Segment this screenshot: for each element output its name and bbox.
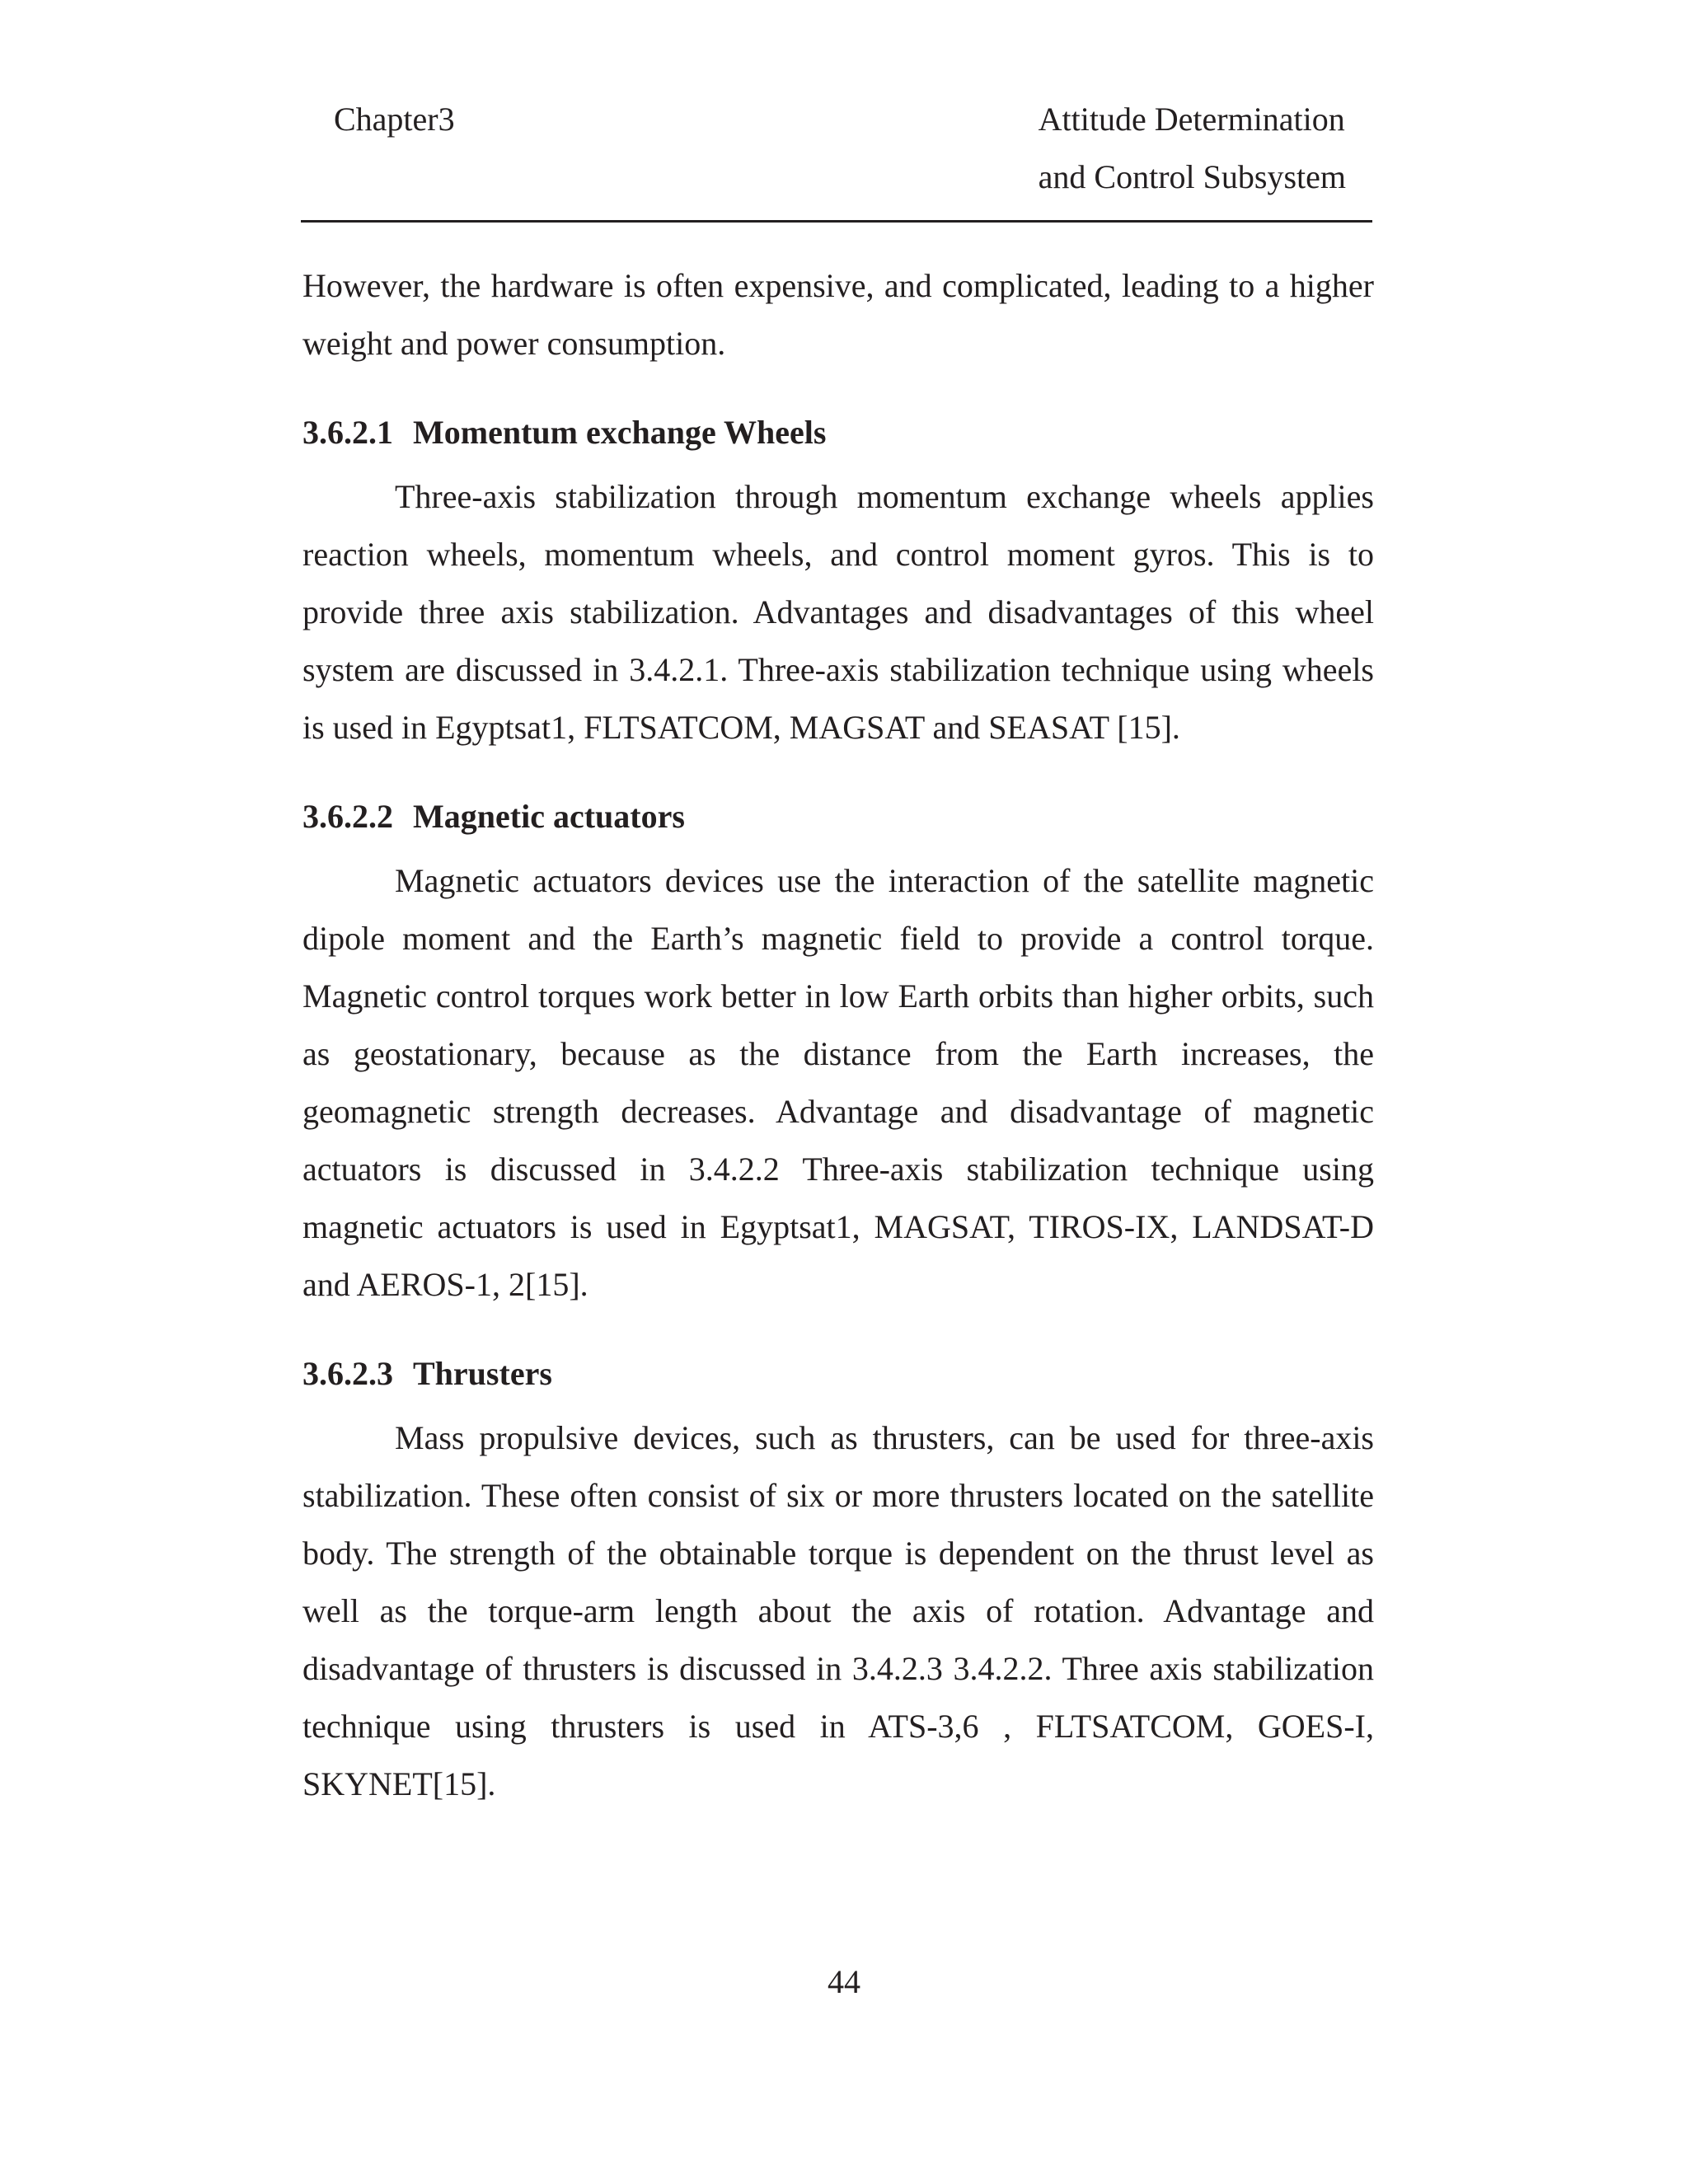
section-number: 3.6.2.3 bbox=[302, 1355, 393, 1392]
header-title bbox=[1039, 91, 1346, 206]
section-title: Thrusters bbox=[413, 1355, 552, 1392]
body-content bbox=[302, 257, 1374, 1813]
section-heading-thrusters bbox=[302, 1345, 1374, 1403]
running-header bbox=[301, 82, 1372, 223]
header-chapter: Chapter3 bbox=[334, 101, 455, 138]
section-number: 3.6.2.1 bbox=[302, 414, 393, 451]
section-heading-magnetic-actuators bbox=[302, 788, 1374, 846]
page-number: 44 bbox=[828, 1963, 860, 2000]
section-number: 3.6.2.2 bbox=[302, 798, 393, 835]
section-paragraph-momentum-wheels: Three-axis stabilization through momentum exchange wheels applies reaction wheels, momentum wheels, and control moment gyros. This is to provide three axis stabilization. Advantages and disadvantages of this wheel system are discussed in 3.4.2.1. Three-axis stabilization technique using wheels is used in Egyptsat1, FLTSATCOM, MAGSAT and SEASAT [15]. bbox=[302, 478, 1374, 746]
section-title: Momentum exchange Wheels bbox=[413, 414, 827, 451]
header-title-line-1: Attitude Determination bbox=[1038, 101, 1345, 138]
section-title: Magnetic actuators bbox=[413, 798, 685, 835]
header-title-line-2: and Control Subsystem bbox=[1038, 158, 1346, 195]
intro-paragraph: However, the hardware is often expensive, and complicated, leading to a higher weight and power consumption. bbox=[302, 267, 1374, 362]
section-heading-momentum-wheels bbox=[302, 404, 1374, 462]
section-paragraph-thrusters: Mass propulsive devices, such as thrusters, can be used for three-axis stabilization. These often consist of six or more thrusters located on the satellite body. The strength of the obtainable torque is dependent on the thrust level as well as the torque-arm length about the axis of rotation. Advantage and disadvantage of thrusters is discussed in 3.4.2.3 3.4.2.2. Three axis stabilization technique using thrusters is used in ATS-3,6 , FLTSATCOM, GOES-I, SKYNET[15]. bbox=[302, 1419, 1374, 1802]
section-paragraph-magnetic-actuators: Magnetic actuators devices use the interaction of the satellite magnetic dipole moment and the Earth’s magnetic field to provide a control torque. Magnetic control torques work better in low Earth orbits than higher orbits, such as geostationary, because as the distance from the Earth increases, the geomagnetic strength decreases. Advantage and disadvantage of magnetic actuators is discussed in 3.4.2.2 Three-axis stabilization technique using magnetic actuators is used in Egyptsat1, MAGSAT, TIROS-IX, LANDSAT-D and AEROS-1, 2[15]. bbox=[302, 862, 1374, 1303]
header-divider bbox=[301, 220, 1372, 223]
